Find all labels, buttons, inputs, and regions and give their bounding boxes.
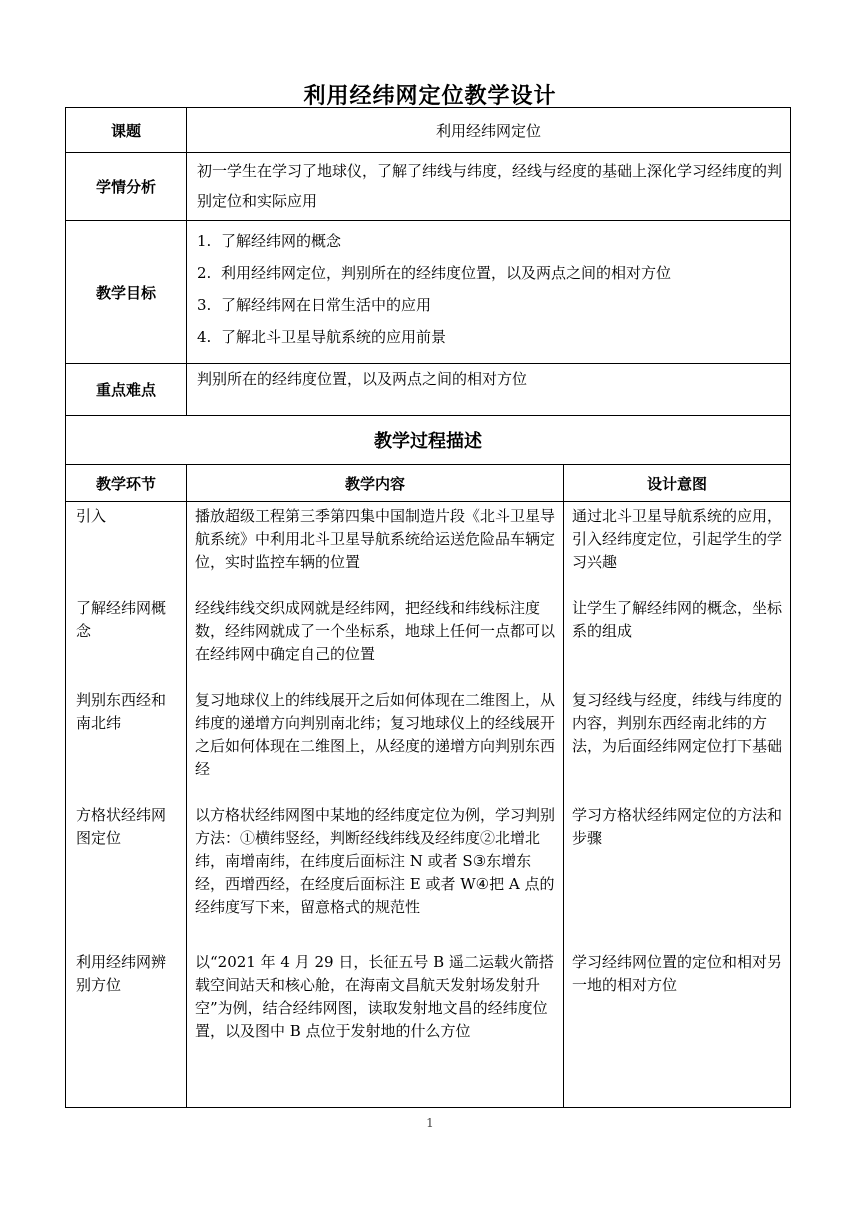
document-title: 利用经纬网定位教学设计 (303, 84, 557, 109)
key-points-value: 判别所在的经纬度位置，以及两点之间的相对方位 (187, 364, 791, 416)
goals-list (187, 221, 791, 364)
intent-column (564, 502, 791, 1108)
stage-cell: 了解经纬网概念 (76, 599, 167, 640)
process-body-row (66, 502, 791, 1108)
goal-item: 1. 了解经纬网的概念 (197, 232, 342, 250)
goal-item: 2. 利用经纬网定位，判别所在的经纬度位置，以及两点之间的相对方位 (197, 264, 672, 282)
section-row (66, 416, 791, 465)
topic-label: 课题 (66, 108, 187, 153)
intent-cell: 学习方格状经纬网定位的方法和步骤 (572, 806, 783, 847)
intent-cell: 让学生了解经纬网的概念，坐标系的组成 (572, 599, 783, 640)
topic-row (66, 108, 791, 153)
content-column (187, 502, 564, 1108)
content-cell: 播放超级工程第三季第四集中国制造片段《北斗卫星导航系统》中利用北斗卫星导航系统给运送危险品车辆定位，实时监控车辆的位置 (195, 507, 556, 571)
goal-item: 4. 了解北斗卫星导航系统的应用前景 (197, 328, 447, 346)
key-points-label: 重点难点 (66, 364, 187, 416)
goals-label: 教学目标 (66, 221, 187, 364)
analysis-label: 学情分析 (66, 153, 187, 221)
stage-cell: 引入 (76, 507, 107, 525)
lesson-plan-table (65, 107, 791, 1108)
process-section-title: 教学过程描述 (66, 416, 791, 465)
stage-column (66, 502, 187, 1108)
header-stage: 教学环节 (66, 465, 187, 502)
intent-cell: 通过北斗卫星导航系统的应用，引入经纬度定位，引起学生的学习兴趣 (572, 507, 783, 571)
content-cell: 复习地球仪上的纬线展开之后如何体现在二维图上，从纬度的递增方向判别南北纬；复习地球仪上的经线展开之后如何体现在二维图上，从经度的递增方向判别东西经 (195, 691, 556, 778)
stage-cell: 方格状经纬网图定位 (76, 806, 167, 847)
intent-cell: 复习经线与经度，纬线与纬度的内容，判别东西经南北纬的方法，为后面经纬网定位打下基础 (572, 691, 783, 755)
header-intent: 设计意图 (564, 465, 791, 502)
content-cell: 以方格状经纬网图中某地的经纬度定位为例，学习判别方法：①横纬竖经，判断经线纬线及经纬度②北增北纬，南增南纬，在纬度后面标注 N 或者 S③东增东经，西增西经，在经度后面标注 E 或者 W④把 A 点的经纬度写下来，留意格式的规范性 (195, 806, 556, 916)
intent-cell: 学习经纬网位置的定位和相对另一地的相对方位 (572, 953, 783, 994)
content-cell: 经线纬线交织成网就是经纬网，把经线和纬线标注度数，经纬网就成了一个坐标系，地球上任何一点都可以在经纬网中确定自己的位置 (195, 599, 556, 663)
goals-row (66, 221, 791, 364)
topic-value: 利用经纬网定位 (187, 108, 791, 153)
process-header-row (66, 465, 791, 502)
content-cell: 以“2021 年 4 月 29 日，长征五号 B 遥二运载火箭搭载空间站天和核心舱，在海南文昌航天发射场发射升空”为例，结合经纬网图，读取发射地文昌的经纬度位置，以及图中 B 点位于发射地的什么方位 (195, 953, 554, 1040)
stage-cell: 判别东西经和南北纬 (76, 691, 167, 732)
header-content: 教学内容 (187, 465, 564, 502)
analysis-value: 初一学生在学习了地球仪，了解了纬线与纬度，经线与经度的基础上深化学习经纬度的判别定位和实际应用 (187, 153, 791, 221)
stage-cell: 利用经纬网辨别方位 (76, 953, 167, 994)
analysis-row (66, 153, 791, 221)
page-number: 1 (426, 1116, 434, 1130)
key-points-row (66, 364, 791, 416)
goal-item: 3. 了解经纬网在日常生活中的应用 (197, 296, 432, 314)
